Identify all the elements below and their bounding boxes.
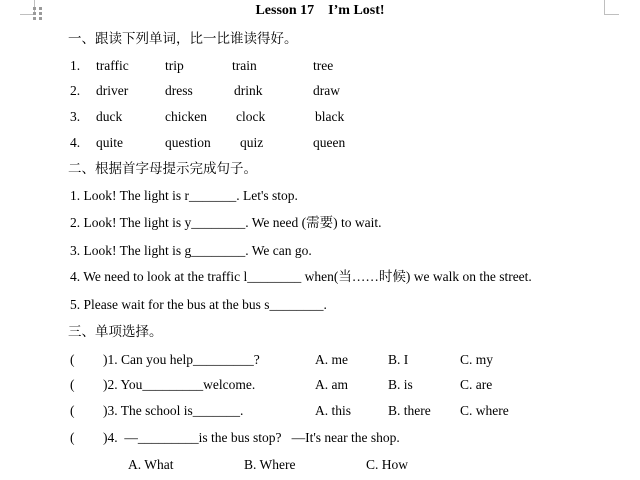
option-c: C. are [460, 377, 493, 392]
question-stem: )2. You_________welcome. [103, 377, 256, 392]
word: clock [236, 109, 266, 124]
row-number: 2. [70, 83, 81, 98]
question-stem: )1. Can you help_________? [103, 352, 260, 367]
question-stem: )3. The school is_______. [103, 403, 244, 418]
row-number: 1. [70, 58, 81, 73]
row-number: 4. [70, 135, 81, 150]
section-two-heading: 二、根据首字母提示完成句子。 [68, 161, 257, 177]
answer-paren: ( [70, 352, 75, 367]
option-a: A. this [315, 403, 352, 418]
sentence: 2. Look! The light is y________. We need (需要) to wait. [70, 215, 382, 230]
option-b: B. I [388, 352, 409, 367]
row-number: 3. [70, 109, 81, 124]
word: dress [165, 83, 193, 98]
sentence: 5. Please wait for the bus at the bus s________. [70, 297, 327, 312]
word: queen [313, 135, 346, 150]
word: quiz [240, 135, 264, 150]
answer-paren: ( [70, 430, 75, 445]
word: chicken [165, 109, 207, 124]
word: quite [96, 135, 123, 150]
option-c: C. where [460, 403, 509, 418]
sentence: 1. Look! The light is r_______. Let's stop. [70, 188, 298, 203]
word: trip [165, 58, 184, 73]
word: black [315, 109, 345, 124]
word: question [165, 135, 211, 150]
sentence: 3. Look! The light is g________. We can go. [70, 243, 312, 258]
lesson-title: Lesson 17 I’m Lost! [255, 3, 385, 18]
answer-paren: ( [70, 377, 75, 392]
sentence: 4. We need to look at the traffic l________ when(当……时候) we walk on the street. [70, 269, 532, 284]
word: traffic [96, 58, 129, 73]
option-c: C. How [366, 457, 409, 472]
option-b: B. Where [244, 457, 296, 472]
section-one-heading: 一、跟读下列单词，比一比谁读得好。 [68, 31, 298, 47]
option-a: A. me [315, 352, 348, 367]
word: draw [313, 83, 340, 98]
section-three-heading: 三、单项选择。 [68, 324, 163, 340]
word: driver [96, 83, 129, 98]
answer-paren: ( [70, 403, 75, 418]
word: duck [96, 109, 123, 124]
option-b: B. is [388, 377, 413, 392]
word: drink [234, 83, 263, 98]
option-b: B. there [388, 403, 431, 418]
word: train [232, 58, 257, 73]
option-a: A. am [315, 377, 348, 392]
word: tree [313, 58, 334, 73]
option-a: A. What [128, 457, 174, 472]
question-stem: )4. —_________is the bus stop? —It's near the shop. [103, 430, 400, 445]
option-c: C. my [460, 352, 494, 367]
